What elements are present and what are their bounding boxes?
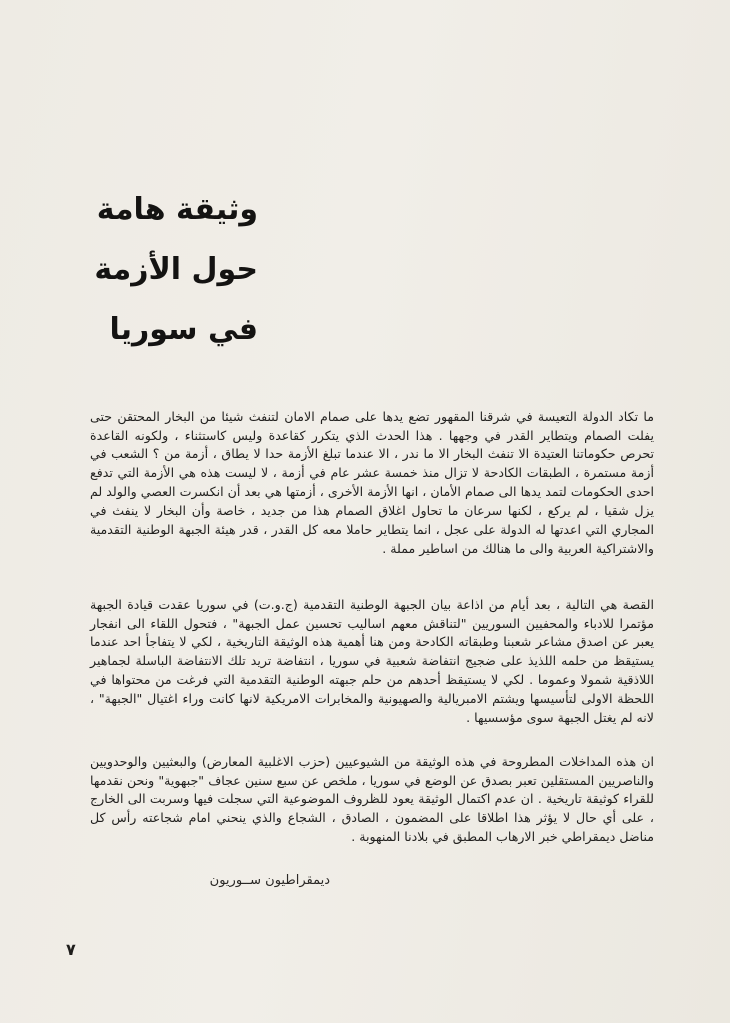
title-line-1: وثيقة هامة [96,192,258,227]
paragraph-1: ما تكاد الدولة التعيسة في شرقنا المقهور تضع يدها على صمام الامان لتنفث شيئا من البخار المحتقن حتى يفلت الصمام ويتطاير القدر في وجهها . هذا الحدث الذي يتكرر كقاعدة وليس كاستثناء ، ولكونه القاعدة تحرص حكوماتنا العتيدة الا تنفث البخار الا ما ندر ، الا عندما تبلغ الأزمة حدا لا يطاق ، أزمة من ؟ الشعب في أزمة مستمرة ، الطبقات الكادحة لا تزال منذ خمسة عشر عام في أزمة ، لا ليست هذه هي الأزمة التي تدفع احدى الحكومات لتمد يدها الى صمام الأمان ، انها الأزمة الأخرى ، أزمتها هي بعد أن انكسرت العصي والولد لم يزل شقيا ، لم يركع ، لكنها سرعان ما تحاول اغلاق الصمام هذا من جديد ، خاصة وأن البخار لا ينفث في المجاري التي اعدتها له الدولة على عجل ، انما يتطاير حاملا معه كل القدر ، قدر هيئة الجبهة الوطنية التقدمية والاشتراكية العربية والى ما هنالك من اساطير مملة . [90,408,654,556]
title-line-2: حول الأزمة [94,252,258,287]
title-line-3: في سوريا [109,312,258,347]
page-number: ٧ [66,940,76,959]
paragraph-3: ان هذه المداخلات المطروحة في هذه الوثيقة من الشيوعيين (حزب الاغلبية المعارض) والبعثيين والوحدويين والناصريين المستقلين تعبر بصدق عن الوضع في سوريا ، ملخص عن سبع سنين عجاف "جبهوية" ونحن نقدمها للقراء كوثيقة تاريخية . ان عدم اكتمال الوثيقة يعود للظروف الموضوعية التي سجلت فيها وسربت الى الخارج ، على أي حال لا يؤثر هذا اطلاقا على المضمون ، الصادق ، الشجاع والذي ينحني امام شجاعته رأس كل مناضل ديمقراطي خبر الارهاب المطبق في بلادنا المنهوبة . [90,753,654,845]
signature: ديمقراطيون ســوريون [209,873,330,888]
paragraph-2: القصة هي التالية ، بعد أيام من اذاعة بيان الجبهة الوطنية التقدمية (ج.و.ت) في سوريا عقدت قيادة الجبهة مؤتمرا للادباء والمحفيين السوريين "لتناقش معهم اساليب تحسين عمل الجبهة" ، فتحول اللقاء الى انفجار يعبر عن اصدق مشاعر شعبنا وطبقاته الكادحة ومن هنا أهمية هذه الوثيقة التاريخية ، لكي لا يتفاجأ احد عندما يستيقظ من حلمه اللذيذ على ضجيج انتفاضة شعبية في سوريا ، انتفاضة تريد تلك الانتفاضة الباسلة لجماهير اللاذقية شمولا وعموما . لكي لا يستيقظ أحدهم من حلم جبهته الوطنية التقدمية التي فرغت من محتواها في اللحظة الاولى لتأسيسها ويشتم الامبريالية والصهيونية والمخابرات الامريكية لانها كانت وراء اغتيال "الجبهة" ، لانه لم يغتل الجبهة سوى مؤسسيها . [90,596,654,726]
